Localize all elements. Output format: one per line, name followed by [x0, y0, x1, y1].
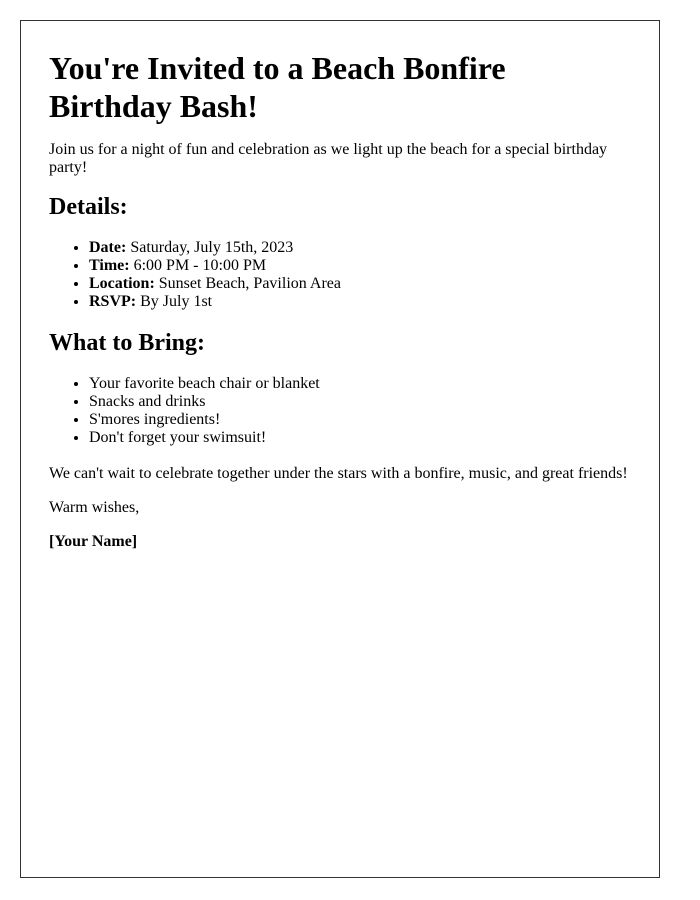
bring-item: • S'mores ingredients! [89, 411, 631, 429]
details-item-rsvp [89, 293, 631, 311]
details-item-date [89, 239, 631, 257]
bring-item: • Your favorite beach chair or blanket [89, 375, 631, 393]
bring-list [49, 375, 631, 447]
bring-heading: What to Bring: [49, 330, 205, 356]
details-value: 6:00 PM - 10:00 PM [133, 257, 267, 274]
details-label: Time: [89, 257, 130, 274]
bring-item: • Don't forget your swimsuit! [89, 429, 631, 447]
page-title: You're Invited to a Beach Bonfire Birthday Bash! [49, 50, 506, 124]
details-item-time [89, 257, 631, 275]
details-value: By July 1st [140, 293, 213, 310]
details-label: Location: [89, 275, 155, 292]
bring-item: • Snacks and drinks [89, 393, 631, 411]
details-item-location [89, 275, 631, 293]
details-value: Saturday, July 15th, 2023 [130, 239, 294, 256]
details-value: Sunset Beach, Pavilion Area [158, 275, 341, 292]
details-heading: Details: [49, 194, 128, 220]
invitation-letter [20, 20, 660, 878]
intro-paragraph: Join us for a night of fun and celebration as we light up the beach for a special birthday party! [49, 141, 608, 176]
signature: [Your Name] [49, 533, 138, 550]
details-label: Date: [89, 239, 127, 256]
details-list [49, 239, 631, 311]
details-label: RSVP: [89, 293, 137, 310]
signoff: Warm wishes, [49, 499, 140, 516]
closing-paragraph: We can't wait to celebrate together under the stars with a bonfire, music, and great friends! [49, 465, 628, 482]
